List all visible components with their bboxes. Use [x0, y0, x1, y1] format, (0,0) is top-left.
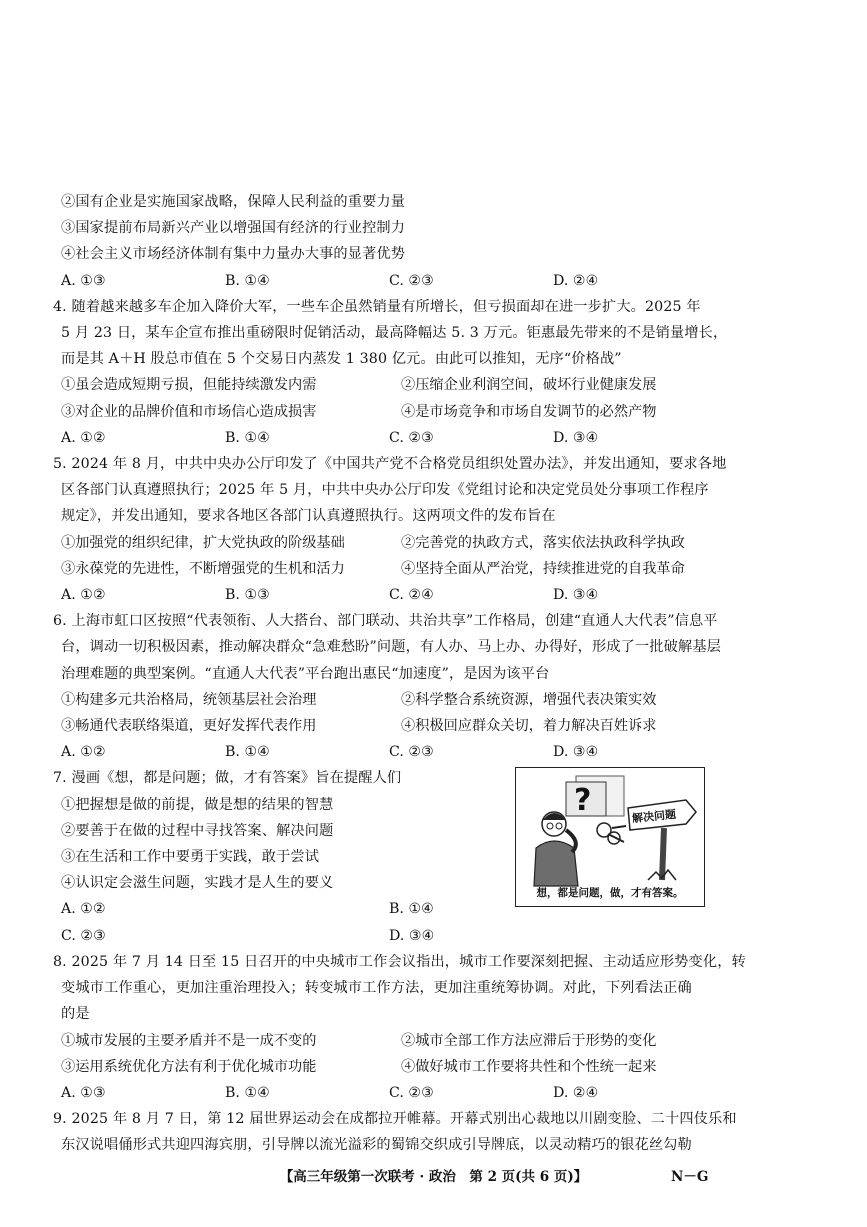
statement: ①加强党的组织纪律，扩大党执政的阶级基础 [61, 534, 345, 551]
question-stem-line: 东汉说唱俑形式共迎四海宾朋，引导牌以流光溢彩的蜀锦交织成引导牌底，以灵动精巧的银花丝勾勒 [61, 1137, 692, 1154]
statement: ④积极回应群众关切，着力解决百姓诉求 [401, 718, 657, 735]
question-stem-line: 变城市工作重心，更加注重治理投入；转变城市工作方法，更加注重统筹协调。对此，下列看法正确 [61, 980, 692, 997]
question-3-tail [57, 189, 817, 294]
statement: ②国有企业是实施国家战略，保障人民利益的重要力量 [61, 194, 406, 210]
statement-row [57, 1028, 817, 1054]
statement: ②科学整合系统资源，增强代表决策实效 [401, 691, 657, 708]
question-stem-line: 7. 漫画《想，都是问题；做，才有答案》旨在提醒人们 [53, 770, 402, 787]
option-a[interactable]: A. ①② [61, 429, 106, 446]
option-c[interactable]: C. ②③ [389, 429, 434, 446]
statement: ④做好城市工作要将共性和个性统一起来 [401, 1058, 657, 1075]
question-content [53, 189, 817, 1159]
statement: ①虽会造成短期亏损，但能持续激发内需 [61, 377, 317, 394]
statement: ①构建多元共治格局，统领基层社会治理 [61, 691, 317, 708]
question-7-text [53, 765, 497, 896]
option-a[interactable]: A. ①② [61, 744, 106, 761]
answer-options [57, 425, 817, 451]
question-stem-line: 9. 2025 年 8 月 7 日，第 12 届世界运动会在成都拉开帷幕。开幕式别出心裁地以川剧变脸、二十四伎乐和 [53, 1111, 737, 1128]
question-8 [53, 949, 817, 1106]
statement-row [57, 713, 817, 739]
statement-row [57, 687, 817, 713]
option-a[interactable]: A. ①③ [61, 1084, 106, 1101]
statement: ②压缩企业利润空间，破坏行业健康发展 [401, 377, 657, 394]
option-a[interactable]: A. ①② [61, 901, 106, 918]
answer-options [57, 268, 817, 294]
answer-options [57, 1080, 817, 1106]
answer-options-row-2 [57, 923, 817, 949]
answer-options [57, 582, 817, 608]
option-d[interactable]: D. ③④ [553, 744, 599, 761]
statement: ④社会主义市场经济体制有集中力量办大事的显著优势 [61, 246, 406, 263]
question-stem-line: 台，调动一切积极因素，推动解决群众“急难愁盼”问题，有人办、马上办、办得好，形成了一批破解基层 [61, 639, 721, 656]
option-d[interactable]: D. ③④ [553, 587, 599, 604]
answer-options [57, 739, 817, 765]
question-5 [53, 451, 817, 608]
statement-row [57, 399, 817, 425]
statement: ④认识定会滋生问题，实践才是人生的要义 [61, 875, 334, 892]
signpost-label: 解决问题 [631, 808, 677, 826]
statement-row [57, 1054, 817, 1080]
option-c[interactable]: C. ②③ [389, 1084, 434, 1101]
question-stem-line: 5 月 23 日，某车企宣布推出重磅限时促销活动，最高降幅达 5. 3 万元。钜惠最先带来的不是销量增长， [61, 325, 728, 342]
option-c[interactable]: C. ②③ [389, 272, 434, 289]
question-stem-line: 8. 2025 年 7 月 14 日至 15 日召开的中央城市工作会议指出，城市工作要深刻把握、主动适应形势变化，转 [53, 953, 746, 970]
question-stem-line: 规定》，并发出通知，要求各地区各部门认真遵照执行。这两项文件的发布旨在 [61, 508, 556, 525]
option-c[interactable]: C. ②③ [61, 927, 106, 944]
statement-row [57, 530, 817, 556]
question-stem-line: 区各部门认真遵照执行；2025 年 5 月，中共中央办公厅印发《党组讨论和决定党员处分事项工作程序 [61, 482, 709, 499]
page-footer: 【高三年级第一次联考 · 政治 第 2 页(共 6 页)】 [279, 1169, 588, 1185]
question-6 [53, 608, 817, 765]
question-stem-line: 治理难题的典型案例。“直通人大代表”平台跑出惠民“加速度”，是因为该平台 [61, 665, 550, 682]
option-d[interactable]: D. ②④ [553, 1084, 599, 1101]
statement: ①把握想是做的前提，做是想的结果的智慧 [61, 796, 334, 813]
option-b[interactable]: B. ①④ [225, 744, 270, 761]
exam-code: N－G [671, 1169, 709, 1185]
option-a[interactable]: A. ①② [61, 587, 106, 604]
statement: ④坚持全面从严治党，持续推进党的自我革命 [401, 560, 685, 577]
cartoon-figure [515, 767, 705, 907]
statement-row [57, 556, 817, 582]
question-4 [53, 294, 817, 451]
question-stem-line: 5. 2024 年 8 月，中共中央办公厅印发了《中国共产党不合格党员组织处置办法》，并发出通知，要求各地 [53, 456, 727, 473]
statement: ③在生活和工作中要勇于实践，敢于尝试 [61, 849, 320, 866]
statement: ③国家提前布局新兴产业以增强国有经济的行业控制力 [61, 220, 406, 237]
question-stem-line: 4. 随着越来越多车企加入降价大军，一些车企虽然销量有所增长，但亏损面却在进一步扩大。2025 年 [53, 298, 701, 315]
question-stem-line: 6. 上海市虹口区按照“代表领衔、人大搭台、部门联动、共治共享”工作格局，创建“直通人大代表”信息平 [53, 613, 718, 630]
statement: ④是市场竞争和市场自发调节的必然产物 [401, 403, 657, 420]
statement: ③对企业的品牌价值和市场信心造成损害 [61, 403, 317, 420]
statement: ③运用系统优化方法有利于优化城市功能 [61, 1058, 317, 1075]
option-b[interactable]: B. ①④ [225, 429, 270, 446]
option-a[interactable]: A. ①③ [61, 272, 106, 289]
statement: ②要善于在做的过程中寻找答案、解决问题 [61, 822, 334, 839]
option-d[interactable]: D. ③④ [389, 927, 435, 944]
statement-row [57, 372, 817, 398]
question-stem-line: 而是其 A＋H 股总市值在 5 个交易日内蒸发 1 380 亿元。由此可以推知，无序“价格战” [61, 351, 622, 368]
question-9 [53, 1106, 817, 1158]
option-b[interactable]: B. ①④ [225, 272, 270, 289]
option-b[interactable]: B. ①④ [225, 1084, 270, 1101]
question-7 [53, 765, 817, 948]
option-d[interactable]: D. ②④ [553, 272, 599, 289]
statement: ②完善党的执政方式，落实依法执政科学执政 [401, 534, 685, 551]
option-c[interactable]: C. ②④ [389, 587, 434, 604]
question-stem-line: 的是 [61, 1006, 90, 1023]
option-b[interactable]: B. ①③ [225, 587, 270, 604]
statement: ①城市发展的主要矛盾并不是一成不变的 [61, 1032, 317, 1049]
option-b[interactable]: B. ①④ [389, 901, 434, 918]
statement: ②城市全部工作方法应滞后于形势的变化 [401, 1032, 657, 1049]
svg-text:?: ? [574, 783, 592, 819]
option-c[interactable]: C. ②③ [389, 744, 434, 761]
statement: ③永葆党的先进性，不断增强党的生机和活力 [61, 560, 345, 577]
option-d[interactable]: D. ③④ [553, 429, 599, 446]
statement: ③畅通代表联络渠道，更好发挥代表作用 [61, 718, 317, 735]
cartoon-caption: 想，都是问题，做，才有答案。 [536, 887, 684, 900]
